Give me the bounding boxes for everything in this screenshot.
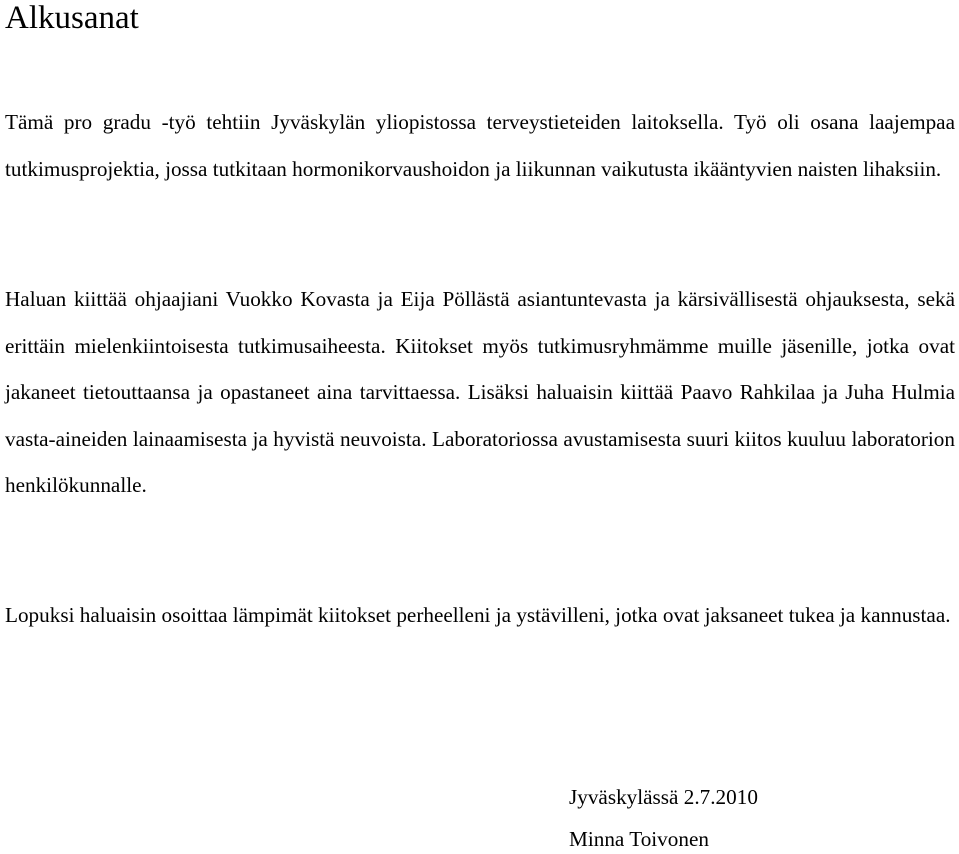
paragraph-intro: Tämä pro gradu -työ tehtiin Jyväskylän yliopistossa terveystieteiden laitoksella. Työ oli osana laajempaa tutkimusprojektia, jossa tutkitaan hormonikorvaushoidon ja liikunnan vaikutusta ikääntyvien naisten lihaksiin. xyxy=(5,110,955,181)
page-title: Alkusanat xyxy=(5,0,139,36)
signature-place-date: Jyväskylässä 2.7.2010 xyxy=(569,785,758,809)
paragraph-acknowledgements: Haluan kiittää ohjaajiani Vuokko Kovasta ja Eija Pöllästä asiantuntevasta ja kärsivällisestä ohjauksesta, sekä erittäin mielenkiintoisesta tutkimusaiheesta. Kiitokset myös tutkimusryhmämme muille jäsenille, jotka ovat jakaneet tietouttaansa ja opastaneet aina tarvittaessa. Lisäksi haluaisin kiittää Paavo Rahkilaa ja Juha Hulmia vasta-aineiden lainaamisesta ja hyvistä neuvoista. Laboratoriossa avustamisesta suuri kiitos kuuluu laboratorion henkilökunnalle. xyxy=(5,287,955,497)
signature-author: Minna Toivonen xyxy=(569,827,709,851)
paragraph-family-thanks: Lopuksi haluaisin osoittaa lämpimät kiitokset perheelleni ja ystävilleni, jotka ovat jaksaneet tukea ja kannustaa. xyxy=(5,603,951,627)
